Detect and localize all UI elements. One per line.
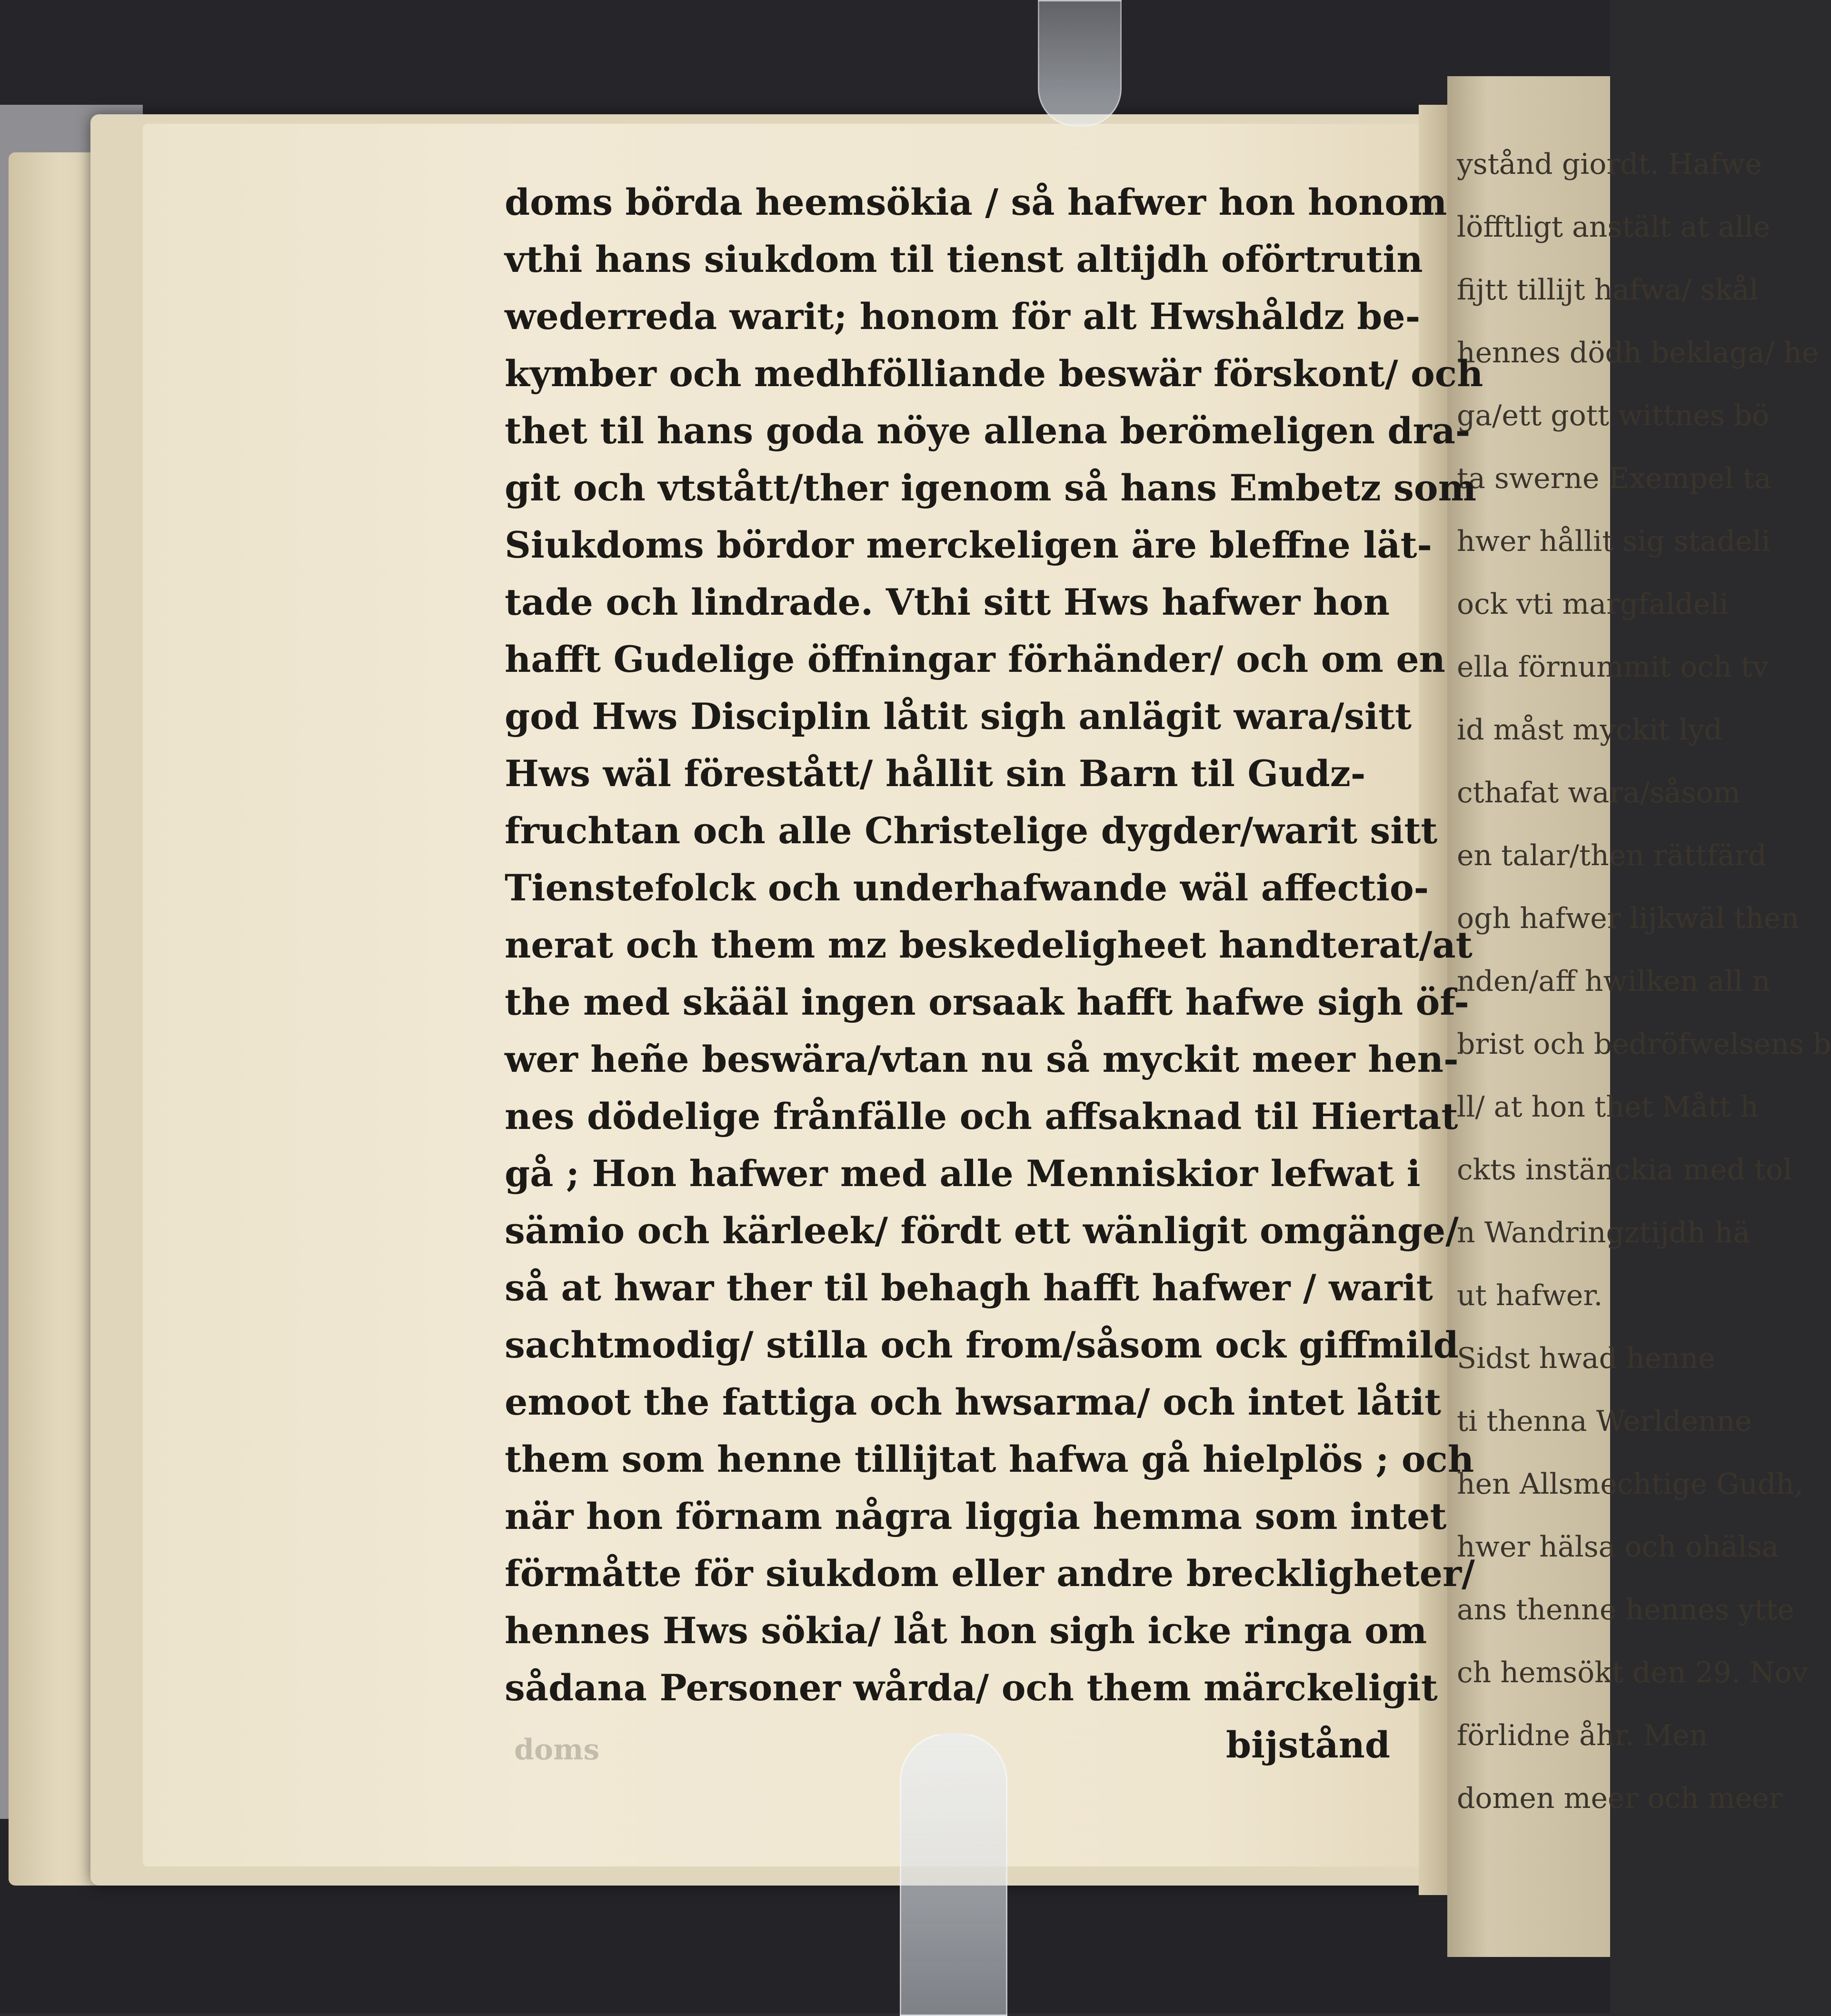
facing-line: cthafat wara/såsom [1457, 776, 1741, 809]
book-clip-top [1038, 0, 1122, 127]
text-line: hafft Gudelige öffningar förhänder/ och om en [505, 638, 1445, 680]
text-line: sachtmodig/ stilla och from/såsom ock giffmild [505, 1324, 1459, 1366]
text-line: förmåtte för siukdom eller andre breckligheter/ [505, 1552, 1475, 1595]
facing-line: löfftligt anstält at alle [1457, 210, 1771, 244]
text-line: thet til hans goda nöye allena berömeligen dra- [505, 409, 1471, 452]
text-line: god Hws Disciplin låtit sigh anlägit wara/sitt [505, 695, 1412, 738]
text-line: Tienstefolck och underhafwande wäl affectio- [505, 867, 1429, 909]
facing-line: ogh hafwer lijkwäl then [1457, 902, 1800, 935]
text-line: vthi hans siukdom til tienst altijdh oförtrutin [505, 238, 1423, 280]
text-line: wederreda warit; honom för alt Hwshåldz be- [505, 295, 1421, 338]
text-line: Siukdoms bördor merckeligen äre bleffne lät- [505, 524, 1433, 566]
text-line: them som henne tillijtat hafwa gå hielplös ; och [505, 1438, 1474, 1480]
facing-line: hen Allsmechtige Gudh, [1457, 1467, 1803, 1501]
facing-line: ut hafwer. [1457, 1279, 1603, 1312]
facing-line: ti thenna Werldenne [1457, 1405, 1752, 1438]
facing-line: domen meer och meer [1457, 1782, 1783, 1815]
text-line: wer heñe beswära/vtan nu så myckit meer hen- [505, 1038, 1459, 1080]
text-line: sämio och kärleek/ fördt ett wänligit omgänge/ [505, 1209, 1459, 1252]
facing-line: n Wandringztijdh hä [1457, 1216, 1750, 1249]
facing-line: Sidst hwad henne [1457, 1342, 1715, 1375]
text-line: doms börda heemsökia / så hafwer hon honom [505, 181, 1447, 223]
text-line: nerat och them mz beskedeligheet handterat/at [505, 924, 1473, 966]
facing-line: id måst myckit lyd [1457, 713, 1722, 747]
facing-line: fijtt tillijt hafwa/ skål [1457, 273, 1759, 307]
text-line: Hws wäl förestått/ hållit sin Barn til Gudz- [505, 752, 1366, 795]
text-line: tade och lindrade. Vthi sitt Hws hafwer hon [505, 581, 1390, 623]
facing-line: ckts instänckia med tol [1457, 1153, 1792, 1187]
text-line: kymber och medhfölliande beswär förskont/ och [505, 352, 1483, 395]
facing-line: hennes dödh beklaga/ he [1457, 336, 1819, 369]
book-clip-bottom [900, 1733, 1007, 2016]
text-line: git och vtstått/ther igenom så hans Embetz som [505, 467, 1476, 509]
facing-line: ta swerne Exempel ta [1457, 462, 1771, 495]
facing-line: en talar/then rättfärd [1457, 839, 1767, 872]
facing-line: hwer hälsa och ohälsa [1457, 1530, 1779, 1564]
facing-line: ch hemsökt den 29. Nov [1457, 1656, 1808, 1689]
bleedthrough-text: doms [514, 1733, 600, 1766]
facing-line: brist och bedröfwelsens b [1457, 1028, 1831, 1061]
facing-line: ll/ at hon thet Mått h [1457, 1090, 1759, 1124]
facing-line: hwer hållit sig stadeli [1457, 525, 1771, 558]
facing-line: ella förnummit och tv [1457, 650, 1769, 684]
text-line: hennes Hws sökia/ låt hon sigh icke ringa om [505, 1609, 1427, 1652]
facing-line: nden/aff hwilken all n [1457, 965, 1771, 998]
text-line: emoot the fattiga och hwsarma/ och intet låtit [505, 1381, 1442, 1423]
text-line: fruchtan och alle Christelige dygder/warit sitt [505, 809, 1438, 852]
facing-line: ystånd giordt. Hafwe [1457, 148, 1762, 181]
text-line: the med skääl ingen orsaak hafft hafwe sigh öf- [505, 981, 1469, 1023]
text-line: så at hwar ther til behagh hafft hafwer / warit [505, 1267, 1433, 1309]
facing-line: ock vti margfaldeli [1457, 588, 1729, 621]
text-line: nes dödelige frånfälle och affsaknad til Hiertat [505, 1095, 1458, 1138]
facing-line: ga/ett gott wittnes bö [1457, 399, 1770, 432]
facing-line: förlidne åhr. Men [1457, 1719, 1708, 1752]
text-line: när hon förnam några liggia hemma som intet [505, 1495, 1447, 1537]
facing-line: ans thenne hennes ytte [1457, 1593, 1794, 1627]
text-line: sådana Personer wårda/ och them märckeligit [505, 1667, 1438, 1709]
text-line: gå ; Hon hafwer med alle Menniskior lefwat i [505, 1152, 1421, 1195]
catchword: bijstånd [1226, 1724, 1391, 1766]
